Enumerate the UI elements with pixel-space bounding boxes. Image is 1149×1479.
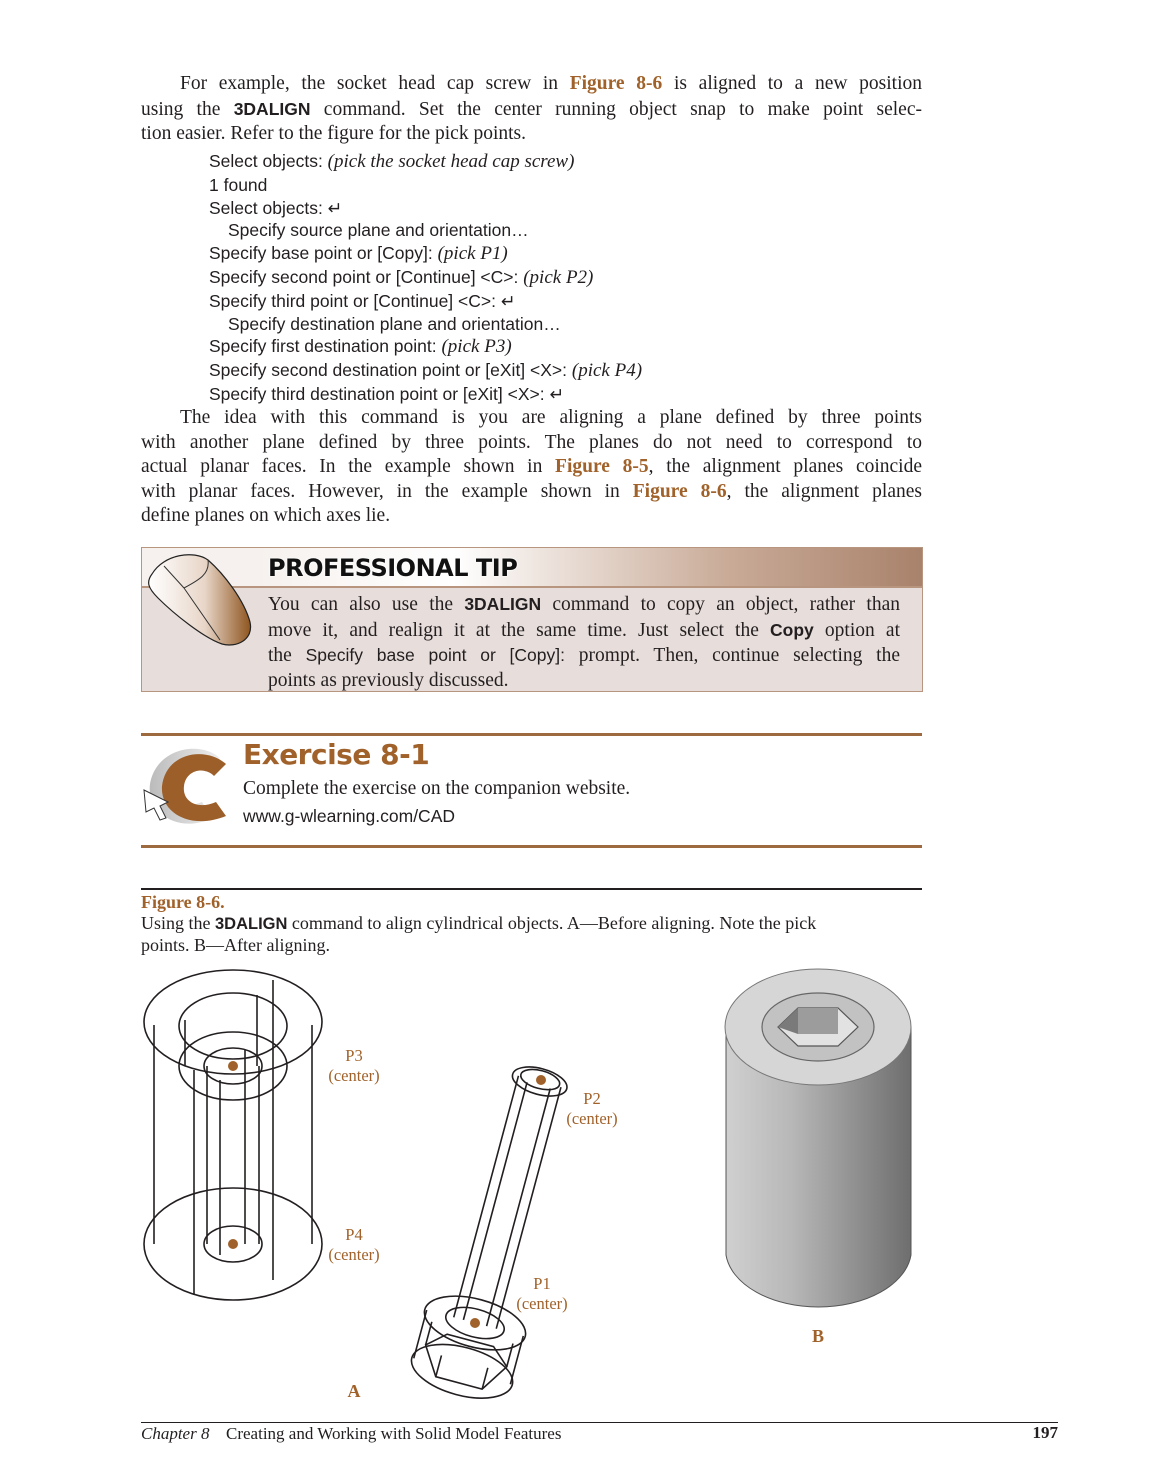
text: move it, and realign it at the same time. Just select the bbox=[268, 619, 771, 641]
point-name: P1 bbox=[533, 1274, 551, 1293]
text: command. Set the center running object snap to make point selec- bbox=[310, 98, 922, 120]
user-input: (pick the socket head cap screw) bbox=[327, 151, 575, 172]
command-name: 3DALIGN bbox=[233, 98, 311, 119]
text: is aligned to a new position bbox=[662, 73, 922, 94]
text: prompt. Then, continue selecting the bbox=[565, 645, 900, 667]
text-line: The idea with this command is you are aligning a plane defined by three points bbox=[180, 407, 922, 428]
prompt: Specify second destination point or [eXit] <X>: bbox=[209, 360, 572, 381]
text: Using the bbox=[141, 913, 215, 933]
figure-label: Figure 8-6. bbox=[141, 892, 225, 912]
footer-rule bbox=[141, 1422, 1058, 1423]
text-line: with another plane defined by three points. The planes do not need to correspond to bbox=[141, 431, 922, 453]
prompt: Specify third destination point or [eXit] <X>: ↵ bbox=[209, 383, 565, 404]
point-note: (center) bbox=[566, 1109, 618, 1128]
user-input: (pick P2) bbox=[523, 266, 594, 288]
point-note: (center) bbox=[328, 1245, 380, 1264]
text: using the bbox=[141, 98, 234, 120]
text: the bbox=[268, 645, 306, 667]
label-p3 bbox=[314, 1046, 394, 1086]
point-note: (center) bbox=[516, 1294, 568, 1313]
prompt: Specify source plane and orientation… bbox=[228, 220, 529, 241]
figure-link[interactable]: Figure 8-6 bbox=[569, 73, 663, 94]
user-input: (pick P4) bbox=[571, 360, 643, 382]
part-label-b: B bbox=[811, 1326, 824, 1346]
text: option at bbox=[813, 619, 900, 641]
prompt-text: Specify base point or [Copy]: bbox=[305, 645, 565, 666]
pick-point-p3 bbox=[228, 1061, 238, 1071]
figure-link[interactable]: Figure 8-6 bbox=[632, 480, 727, 502]
option-name: Copy bbox=[770, 619, 814, 640]
pick-point-p1 bbox=[470, 1318, 480, 1328]
prompt: Select objects: ↵ bbox=[209, 197, 343, 218]
aligned-solid-model bbox=[725, 969, 911, 1307]
point-name: P4 bbox=[345, 1225, 363, 1244]
text-line: define planes on which axes lie. bbox=[141, 505, 391, 527]
wireframe-counterbore bbox=[144, 970, 322, 1300]
exercise-title: Exercise 8-1 bbox=[243, 738, 430, 771]
text: with planar faces. However, in the example shown in bbox=[141, 480, 633, 502]
user-input: (pick P3) bbox=[441, 336, 512, 358]
text: For example, the socket head cap screw in bbox=[180, 73, 570, 94]
command-name: 3DALIGN bbox=[215, 915, 288, 933]
label-p2 bbox=[552, 1089, 632, 1129]
label-p4 bbox=[314, 1225, 394, 1265]
prompt: Specify first destination point: bbox=[209, 336, 442, 357]
user-input: (pick P1) bbox=[437, 243, 508, 265]
point-name: P3 bbox=[345, 1046, 363, 1065]
prompt: Specify second point or [Continue] <C>: bbox=[209, 266, 524, 287]
figure-link[interactable]: Figure 8-5 bbox=[555, 456, 649, 478]
text: , the alignment planes bbox=[726, 480, 922, 502]
pick-point-p2 bbox=[536, 1075, 546, 1085]
pick-point-p4 bbox=[228, 1239, 238, 1249]
prompt: 1 found bbox=[209, 174, 268, 195]
prompt: Specify base point or [Copy]: bbox=[209, 243, 438, 264]
text: command to copy an object, rather than bbox=[541, 594, 900, 615]
point-name: P2 bbox=[583, 1089, 601, 1108]
text-line: points as previously discussed. bbox=[268, 669, 509, 691]
text: command to align cylindrical objects. A—Before aligning. Note the pick bbox=[287, 913, 817, 933]
part-label-a: A bbox=[347, 1381, 361, 1401]
exercise-url-link[interactable]: www.g-wlearning.com/CAD bbox=[243, 806, 456, 826]
point-note: (center) bbox=[328, 1066, 380, 1085]
text: You can also use the bbox=[268, 594, 465, 615]
caption-line: points. B—After aligning. bbox=[141, 935, 330, 955]
text-line: tion easier. Refer to the figure for the pick points. bbox=[141, 123, 527, 145]
footer-title: Creating and Working with Solid Model Features bbox=[226, 1424, 562, 1443]
footer-chapter: Chapter 8 bbox=[141, 1424, 210, 1443]
label-p1 bbox=[502, 1274, 582, 1314]
prompt: Select objects: bbox=[209, 151, 328, 171]
prompt: Specify third point or [Continue] <C>: ↵ bbox=[209, 290, 516, 311]
text: actual planar faces. In the example shown in bbox=[141, 456, 556, 478]
command-name: 3DALIGN bbox=[464, 594, 542, 614]
prompt: Specify destination plane and orientation… bbox=[228, 313, 561, 334]
text: , the alignment planes coincide bbox=[648, 456, 923, 478]
page-number: 197 bbox=[1032, 1423, 1058, 1442]
exercise-text: Complete the exercise on the companion website. bbox=[243, 778, 631, 799]
tip-title: PROFESSIONAL TIP bbox=[268, 554, 518, 582]
